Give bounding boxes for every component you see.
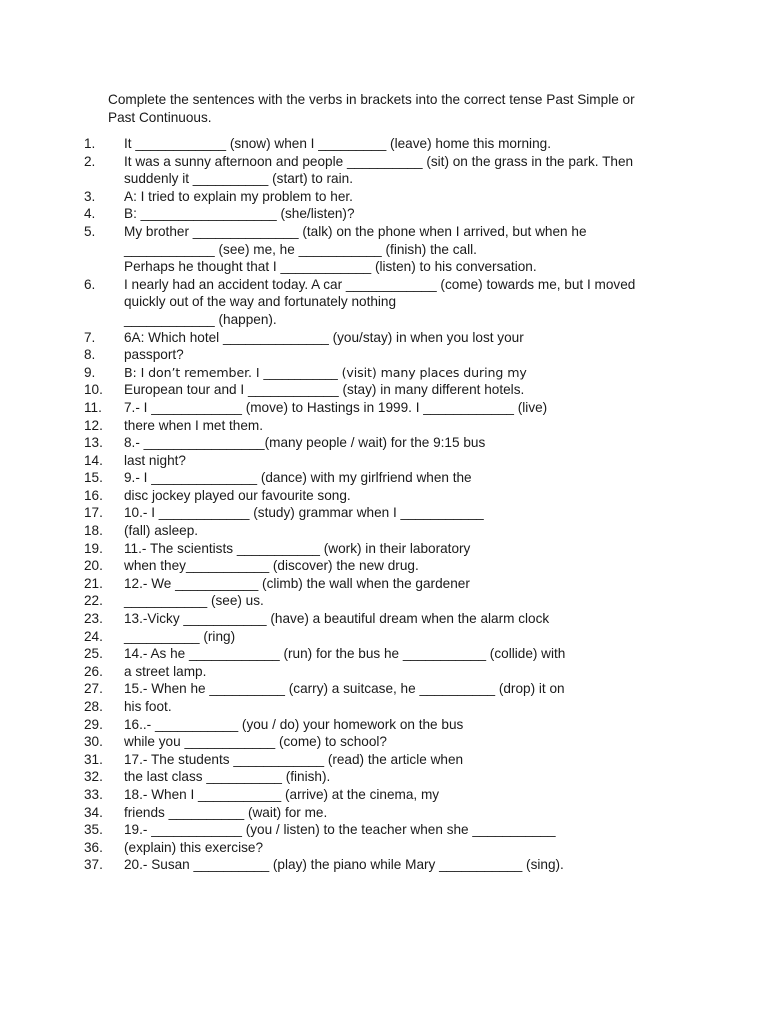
item-text	[124, 804, 684, 822]
item-text	[124, 645, 684, 663]
item-line: (fall) asleep.	[124, 523, 199, 539]
item-line: My brother ______________ (talk) on the phone when I arrived, but when he	[124, 223, 587, 239]
exercise-item	[84, 417, 684, 435]
exercise-item	[84, 733, 684, 751]
item-number: 17.	[84, 505, 103, 521]
item-text	[124, 733, 684, 751]
item-line: 8.- ________________(many people / wait) for the 9:15 bus	[124, 435, 486, 451]
item-number: 19.	[84, 540, 103, 556]
exercise-item	[84, 153, 684, 188]
exercise-item	[84, 592, 684, 610]
exercise-item	[84, 645, 684, 663]
item-number: 1.	[84, 136, 96, 151]
item-line: a street lamp.	[124, 663, 207, 679]
item-number: 3.	[84, 188, 96, 204]
exercise-item	[84, 469, 684, 487]
exercise-item	[84, 663, 684, 681]
exercise-item	[84, 522, 684, 540]
instructions-line-2: Past Continuous.	[108, 109, 212, 125]
item-number: 10.	[84, 382, 103, 398]
exercise-item	[84, 399, 684, 417]
item-line: quickly out of the way and fortunately nothing	[124, 294, 397, 310]
item-line: 13.-Vicky ___________ (have) a beautiful dream when the alarm clock	[124, 611, 550, 627]
exercise-item	[84, 223, 684, 276]
item-text	[124, 575, 684, 593]
item-number: 31.	[84, 751, 103, 767]
item-number: 14.	[84, 452, 103, 468]
item-line: B: __________________ (she/listen)?	[124, 206, 355, 222]
item-number: 29.	[84, 716, 103, 732]
exercise-item	[84, 821, 684, 839]
item-number: 35.	[84, 822, 103, 838]
item-text	[124, 469, 684, 487]
item-text	[124, 628, 684, 646]
item-text	[124, 856, 684, 874]
exercise-item	[84, 452, 684, 470]
item-line: 12.- We ___________ (climb) the wall when the gardener	[124, 575, 470, 591]
item-line: while you ____________ (come) to school?	[124, 734, 387, 750]
item-text	[124, 346, 684, 364]
exercise-item	[84, 856, 684, 874]
exercise-item	[84, 504, 684, 522]
item-number: 2.	[84, 153, 96, 169]
item-line: A: I tried to explain my problem to her.	[124, 188, 353, 204]
exercise-item	[84, 205, 684, 223]
item-line: It was a sunny afternoon and people __________ (sit) on the grass in the park. Then	[124, 153, 634, 169]
exercise-item	[84, 804, 684, 822]
item-number: 22.	[84, 593, 103, 609]
item-line: passport?	[124, 347, 184, 363]
item-number: 8.	[84, 347, 96, 363]
item-number: 21.	[84, 575, 103, 591]
item-line: 11.- The scientists ___________ (work) in their laboratory	[124, 540, 471, 556]
item-number: 37.	[84, 857, 103, 873]
item-line: ____________ (see) me, he ___________ (finish) the call.	[124, 241, 477, 257]
item-text	[124, 399, 684, 417]
item-number: 7.	[84, 329, 96, 345]
item-line: his foot.	[124, 699, 172, 714]
item-text	[124, 417, 684, 435]
instructions-line-1: Complete the sentences with the verbs in brackets into the correct tense Past Simple or	[108, 92, 635, 107]
item-line: 20.- Susan __________ (play) the piano while Mary ___________ (sing).	[124, 857, 564, 873]
exercise-item	[84, 698, 684, 716]
item-text	[124, 153, 684, 188]
exercise-item	[84, 434, 684, 452]
item-text	[124, 504, 684, 522]
item-line: (explain) this exercise?	[124, 839, 264, 855]
item-number: 15.	[84, 470, 103, 486]
item-line: the last class __________ (finish).	[124, 769, 331, 785]
item-line: suddenly it __________ (start) to rain.	[124, 171, 353, 187]
item-text	[124, 434, 684, 452]
item-line: __________ (ring)	[124, 628, 236, 644]
exercise-item	[84, 768, 684, 786]
item-line: 18.- When I ___________ (arrive) at the cinema, my	[124, 786, 440, 802]
item-text	[124, 223, 684, 276]
item-line: 15.- When he __________ (carry) a suitcase, he __________ (drop) it on	[124, 681, 565, 697]
item-line: I nearly had an accident today. A car ____________ (come) towards me, but I moved	[124, 276, 636, 292]
item-text	[124, 557, 684, 575]
item-text	[124, 716, 684, 734]
item-line: European tour and I ____________ (stay) in many different hotels.	[124, 382, 525, 398]
item-text	[124, 680, 684, 698]
item-text	[124, 540, 684, 558]
item-number: 5.	[84, 223, 96, 239]
item-line: B: I don’t remember. I ____________ (visit) many places during my	[124, 364, 527, 380]
item-number: 34.	[84, 804, 103, 820]
item-text	[124, 786, 684, 804]
exercise-item	[84, 751, 684, 769]
instructions	[108, 91, 668, 126]
exercise-item	[84, 540, 684, 558]
exercise-item	[84, 135, 684, 153]
exercise-item	[84, 628, 684, 646]
item-number: 26.	[84, 663, 103, 679]
item-text	[124, 751, 684, 769]
exercise-item	[84, 364, 684, 382]
item-line: 17.- The students ____________ (read) the article when	[124, 751, 464, 767]
item-line: last night?	[124, 452, 186, 468]
item-number: 28.	[84, 699, 103, 714]
exercise-item	[84, 329, 684, 347]
item-text	[124, 205, 684, 223]
item-line: 19.- ____________ (you / listen) to the teacher when she ___________	[124, 822, 556, 838]
item-number: 24.	[84, 628, 103, 644]
item-text	[124, 188, 684, 206]
item-text	[124, 364, 684, 382]
item-number: 25.	[84, 646, 103, 662]
item-line: 6A: Which hotel ______________ (you/stay) in when you lost your	[124, 329, 524, 345]
item-line: ____________ (happen).	[124, 311, 277, 327]
item-number: 11.	[84, 399, 102, 415]
item-line: It ____________ (snow) when I _________ (leave) home this morning.	[124, 136, 551, 151]
item-text	[124, 663, 684, 681]
item-number: 23.	[84, 611, 103, 627]
exercise-item	[84, 610, 684, 628]
exercise-item	[84, 557, 684, 575]
item-number: 16.	[84, 487, 103, 503]
exercise-item	[84, 786, 684, 804]
item-number: 33.	[84, 786, 103, 802]
exercise-item	[84, 188, 684, 206]
exercise-list	[84, 135, 684, 874]
item-text	[124, 276, 684, 329]
item-text	[124, 522, 684, 540]
exercise-item	[84, 716, 684, 734]
exercise-item	[84, 346, 684, 364]
exercise-item	[84, 575, 684, 593]
item-line: 9.- I ______________ (dance) with my girlfriend when the	[124, 470, 472, 486]
item-line: 7.- I ____________ (move) to Hastings in 1999. I ____________ (live)	[124, 399, 548, 415]
item-line: disc jockey played our favourite song.	[124, 487, 351, 503]
exercise-item	[84, 839, 684, 857]
exercise-item	[84, 381, 684, 399]
item-number: 13.	[84, 435, 103, 451]
exercise-item	[84, 487, 684, 505]
item-number: 4.	[84, 206, 96, 222]
item-number: 36.	[84, 839, 103, 855]
item-number: 9.	[84, 364, 96, 380]
item-line: Perhaps he thought that I ____________ (listen) to his conversation.	[124, 259, 537, 275]
item-text	[124, 487, 684, 505]
item-line: 10.- I ____________ (study) grammar when I ___________	[124, 505, 484, 521]
item-text	[124, 592, 684, 610]
item-number: 6.	[84, 276, 96, 292]
item-line: when they___________ (discover) the new drug.	[124, 558, 419, 574]
item-text	[124, 839, 684, 857]
item-text	[124, 135, 684, 153]
exercise-item	[84, 680, 684, 698]
item-text	[124, 821, 684, 839]
item-number: 30.	[84, 734, 103, 750]
item-number: 27.	[84, 681, 103, 697]
item-text	[124, 452, 684, 470]
item-line: friends __________ (wait) for me.	[124, 804, 328, 820]
item-text	[124, 698, 684, 716]
item-line: 16..- ___________ (you / do) your homework on the bus	[124, 716, 464, 732]
item-text	[124, 381, 684, 399]
item-text	[124, 329, 684, 347]
item-line: ___________ (see) us.	[124, 593, 264, 609]
item-text	[124, 768, 684, 786]
item-text	[124, 610, 684, 628]
item-line: there when I met them.	[124, 417, 264, 433]
item-number: 18.	[84, 523, 103, 539]
item-number: 32.	[84, 769, 103, 785]
exercise-item	[84, 276, 684, 329]
item-line: 14.- As he ____________ (run) for the bus he ___________ (collide) with	[124, 646, 566, 662]
item-number: 20.	[84, 558, 103, 574]
item-number: 12.	[84, 417, 103, 433]
